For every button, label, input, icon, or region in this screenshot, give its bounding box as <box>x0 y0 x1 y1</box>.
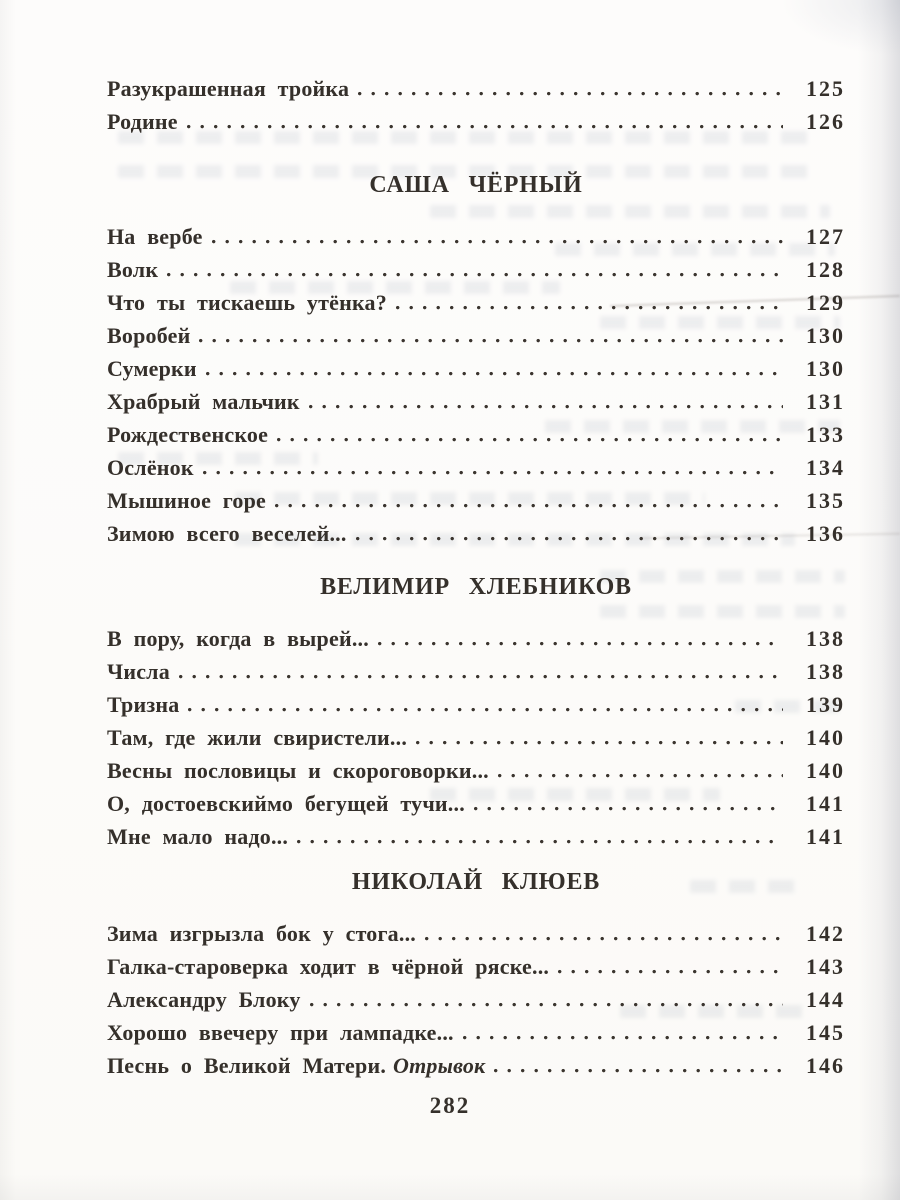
toc-entry-title: Сумерки <box>107 356 197 381</box>
toc-entry-page: 133 <box>806 422 845 447</box>
toc-entry-page: 130 <box>806 323 845 348</box>
dot-leader <box>187 124 783 129</box>
dot-leader <box>474 806 783 811</box>
toc-entry-page: 135 <box>806 488 845 513</box>
toc-entry-title: Зима изгрызла бок у стога... <box>107 921 416 946</box>
toc-entry <box>107 1020 845 1046</box>
toc-entry-page: 134 <box>806 455 845 480</box>
toc-entry-page: 146 <box>806 1053 845 1078</box>
toc-entry-page: 129 <box>806 290 845 315</box>
dot-leader <box>206 371 783 376</box>
toc-entry <box>107 954 845 980</box>
toc-entry <box>107 488 845 514</box>
toc-entry-title: Тризна <box>107 692 180 717</box>
dot-leader <box>463 1035 783 1040</box>
toc-entry-title: Весны пословицы и скороговорки... <box>107 758 489 783</box>
toc-entry-page: 127 <box>806 224 845 249</box>
dot-leader <box>199 338 783 343</box>
toc-entry-page: 128 <box>806 257 845 282</box>
toc-entry <box>107 389 845 415</box>
toc-entry <box>107 1053 845 1079</box>
toc-entry <box>107 109 845 135</box>
toc-entry <box>107 455 845 481</box>
toc-entry-title: В пору, когда в вырей... <box>107 626 369 651</box>
toc-entry <box>107 224 845 250</box>
toc-entry <box>107 257 845 283</box>
toc-entry <box>107 626 845 652</box>
dot-leader <box>309 404 783 409</box>
toc-entry-title: Рождественское <box>107 422 269 447</box>
toc-entry-title: Александру Блоку <box>107 987 301 1012</box>
dot-leader <box>277 437 783 442</box>
page-edge-shadow-bottom <box>0 1174 900 1200</box>
toc-entry <box>107 290 845 316</box>
dot-leader <box>558 969 783 974</box>
toc-entry-page: 143 <box>806 954 845 979</box>
toc-entry-title: Воробей <box>107 323 191 348</box>
toc-entry <box>107 758 845 784</box>
toc-entry-page: 145 <box>806 1020 845 1045</box>
toc-entry <box>107 824 845 850</box>
dot-leader <box>358 91 783 96</box>
dot-leader <box>416 740 783 745</box>
dot-leader <box>297 839 783 844</box>
dot-leader <box>179 674 783 679</box>
toc-entry-title: Песнь о Великой Матери. <box>107 1053 387 1078</box>
dot-leader <box>310 1002 783 1007</box>
toc-entry <box>107 422 845 448</box>
toc-entry <box>107 791 845 817</box>
dot-leader <box>203 470 783 475</box>
section-author-heading: ВЕЛИМИР ХЛЕБНИКОВ <box>320 574 632 600</box>
toc-entry <box>107 659 845 685</box>
section-author-heading: НИКОЛАЙ КЛЮЕВ <box>351 869 601 895</box>
dot-leader <box>498 773 783 778</box>
toc-entry-page: 131 <box>806 389 845 414</box>
dot-leader <box>188 707 783 712</box>
toc-entry-title: Хорошо ввечеру при лампадке... <box>107 1020 454 1045</box>
toc-entry <box>107 692 845 718</box>
toc-entry <box>107 921 845 947</box>
toc-entry <box>107 725 845 751</box>
toc-entry-title: Зимою всего веселей... <box>107 521 347 546</box>
toc-entry <box>107 356 845 382</box>
dot-leader <box>494 1068 783 1073</box>
toc-entry-page: 140 <box>806 758 845 783</box>
toc-entry-page: 142 <box>806 921 845 946</box>
toc-entry-page: 138 <box>806 626 845 651</box>
toc-entry <box>107 521 845 547</box>
dot-leader <box>425 936 783 941</box>
toc-entry-title: Волк <box>107 257 159 282</box>
toc-entry-title: На вербе <box>107 224 203 249</box>
toc-entry-title: Галка-староверка ходит в чёрной ряске... <box>107 954 550 979</box>
toc-entry-page: 126 <box>806 109 845 134</box>
dot-leader <box>396 305 783 310</box>
section-author-heading: САША ЧЁРНЫЙ <box>369 172 583 198</box>
toc-entry-page: 125 <box>806 76 845 101</box>
toc-entry <box>107 76 845 102</box>
toc-entry-title: Там, где жили свиристели... <box>107 725 408 750</box>
toc-entry-page: 141 <box>806 824 845 849</box>
toc-entry-title: Мышиное горе <box>107 488 266 513</box>
toc-entry <box>107 323 845 349</box>
toc-entry-page: 144 <box>806 987 845 1012</box>
dot-leader <box>167 272 783 277</box>
toc-entry-title: Мне мало надо... <box>107 824 289 849</box>
toc-entry-title: Разукрашенная тройка <box>107 76 350 101</box>
toc-entry-title: Родине <box>107 109 178 134</box>
toc-entry-title: О, достоевскиймо бегущей тучи... <box>107 791 465 816</box>
dot-leader <box>356 536 783 541</box>
dot-leader <box>212 239 783 244</box>
dot-leader <box>275 503 783 508</box>
toc-entry-page: 138 <box>806 659 845 684</box>
toc-entry-title: Храбрый мальчик <box>107 389 300 414</box>
toc-entry-page: 130 <box>806 356 845 381</box>
toc-entry-title: Ослёнок <box>107 455 194 480</box>
toc-entry-page: 139 <box>806 692 845 717</box>
toc-entry-page: 141 <box>806 791 845 816</box>
toc-entry-page: 136 <box>806 521 845 546</box>
page-number: 282 <box>429 1093 471 1118</box>
dot-leader <box>378 641 783 646</box>
toc-entry-page: 140 <box>806 725 845 750</box>
toc-entry-title: Что ты тискаешь утёнка? <box>107 290 387 315</box>
toc-entry-subtitle-italic: Отрывок <box>393 1053 486 1078</box>
toc-entry-title: Числа <box>107 659 170 684</box>
toc-entry <box>107 987 845 1013</box>
